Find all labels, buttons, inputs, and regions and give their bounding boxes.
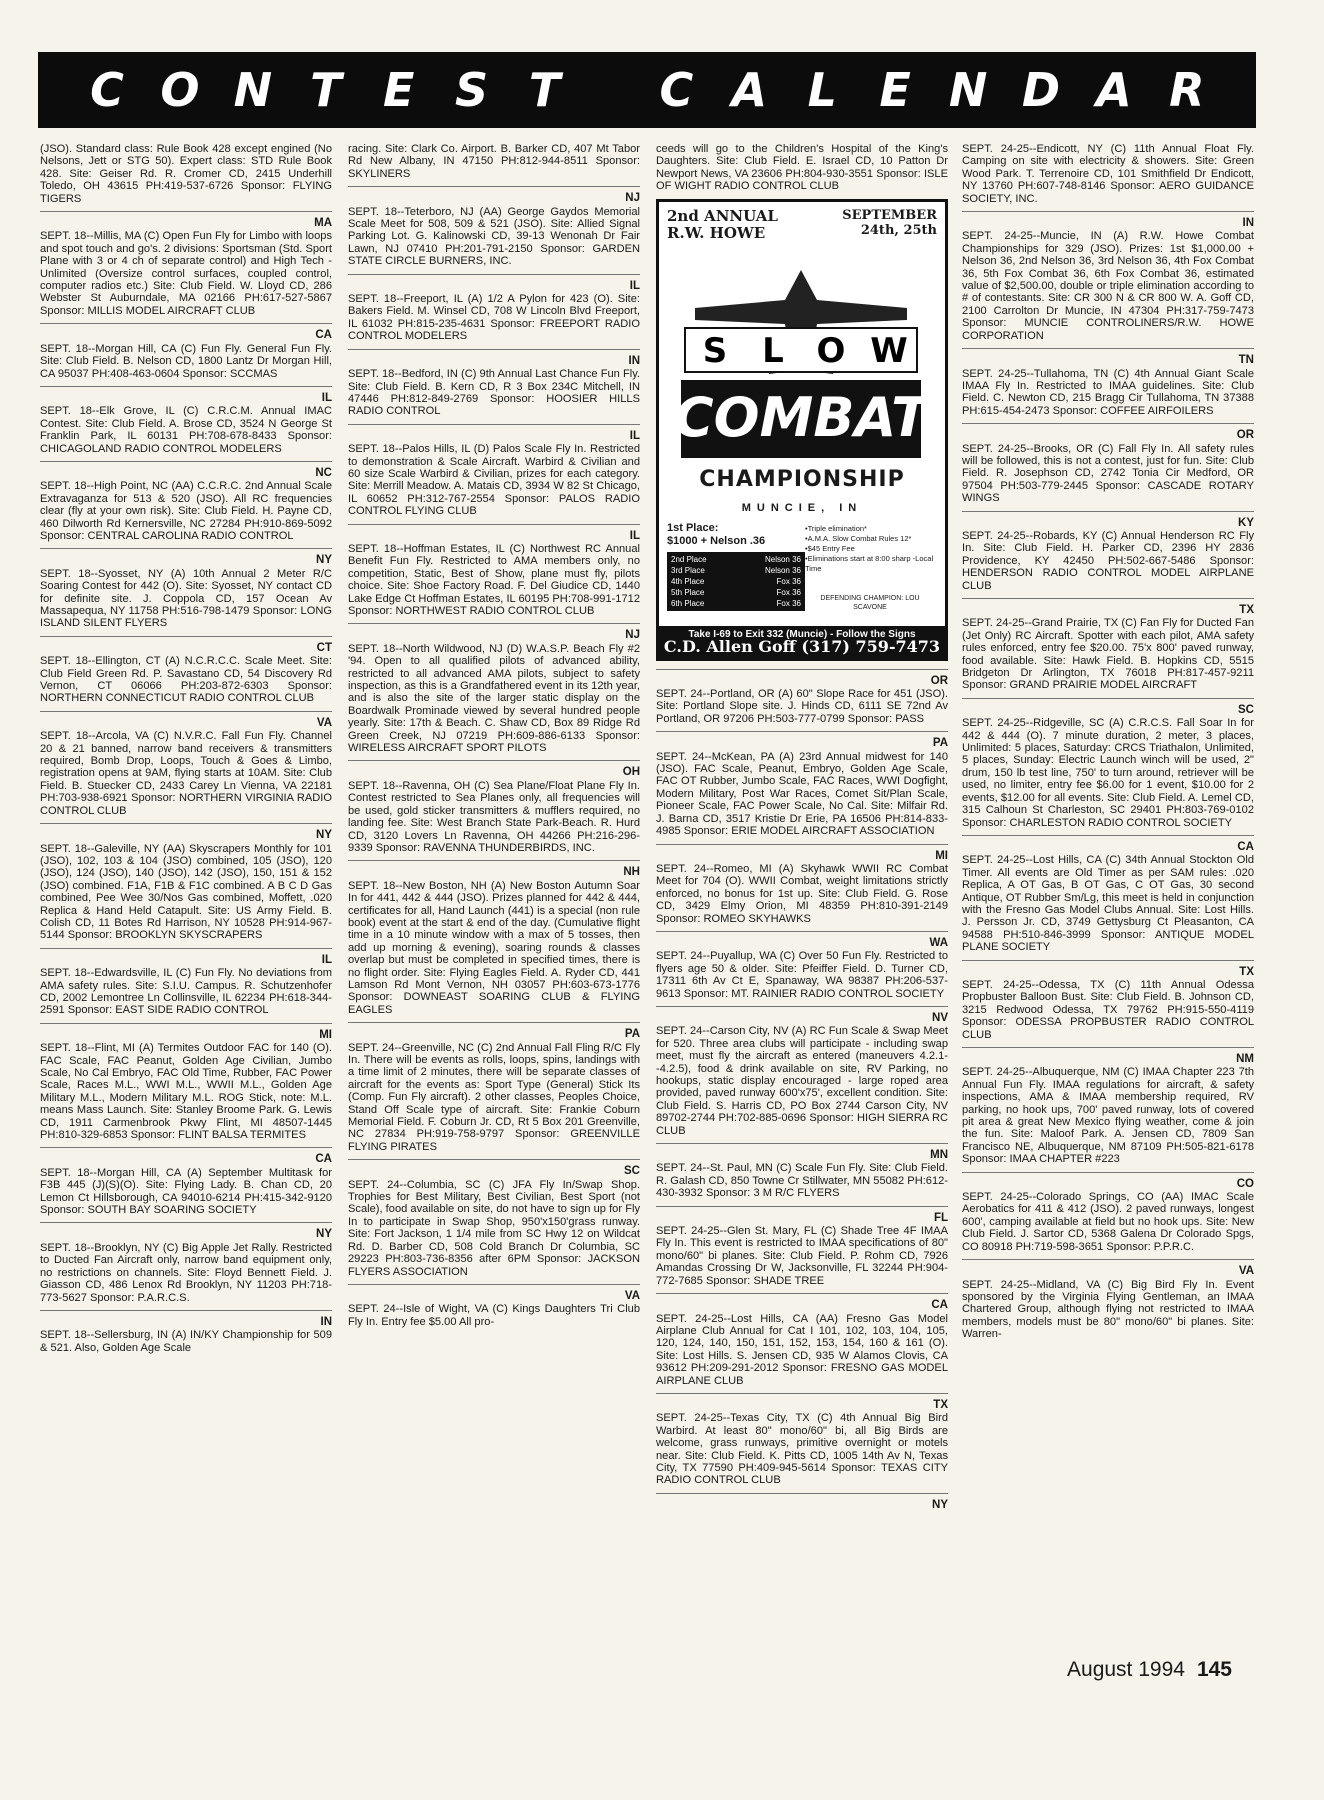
ad-defending-champion: DEFENDING CHAMPION: LOU SCAVONE bbox=[820, 594, 920, 611]
contest-entry: SEPT. 18--Syosset, NY (A) 10th Annual 2 Meter R/C Soaring Contest for 442 (O). Site: Syosset, NY contact CD for definite site. J. Coppola CD, 157 Ocean Av Massapequa, NY 11758 PH:516-798-1479 Sponsor: LONG ISLAND SILENT FLYERS bbox=[40, 567, 332, 630]
entry-divider bbox=[962, 211, 1254, 212]
banner-letter: D bbox=[1021, 63, 1061, 117]
entry-divider bbox=[962, 348, 1254, 349]
contest-entry: SEPT. 18--Arcola, VA (C) N.V.R.C. Fall Fun Fly. Channel 20 & 21 banned, narrow band receivers & transmitters required, Bomb Drop, Loops, Touch & Goes & Limbo, registration opens at 9AM, flying starts at 10AM. Site: Club Field. B. Stuecker CD, 2433 Carey Ln Vienna, VA 22181 PH:703-938-6921 Sponsor: NORTHERN VIRGINIA RADIO CONTROL CLUB bbox=[40, 730, 332, 817]
contest-entry: SEPT. 18--Edwardsville, IL (C) Fun Fly. No deviations from AMA safety rules. Site: S.I.U. Campus. R. Schutzenhofer CD, 2002 Lemontree Ln Collinsville, IL 62234 PH:618-344-2591 Sponsor: EAST SIDE RADIO CONTROL bbox=[40, 967, 332, 1017]
entry-divider bbox=[40, 1023, 332, 1024]
entry-divider bbox=[962, 1172, 1254, 1173]
state-heading: TN bbox=[1238, 354, 1254, 367]
slow-combat-logo bbox=[671, 264, 931, 464]
state-heading: NJ bbox=[625, 629, 640, 642]
banner-letter: N bbox=[233, 63, 273, 117]
entry-divider bbox=[40, 461, 332, 462]
contest-entry: SEPT. 24--Romeo, MI (A) Skyhawk WWII RC Combat Meet for 704 (O). WWII Combat, weight limitations strictly enforced, no bonus for 1st up. Site: Club Field. G. Rose CD, 3429 Elmy Orion, MI 48359 PH:810-391-2149 Sponsor: ROMEO SKYHAWKS bbox=[656, 862, 948, 925]
state-heading: IL bbox=[629, 429, 640, 442]
contest-entry: SEPT. 18--Teterboro, NJ (AA) George Gaydos Memorial Scale Meet for 508, 509 & 521 (JSO). Site: Allied Signal Parking Lot. G. Kalinowski CD, 39-13 Wenonah Dr Fair Lawn, NJ 07410 PH:201-791-2150 Sponsor: GARDEN STATE CIRCLE BURNERS, INC. bbox=[348, 205, 640, 268]
ad-directions: Take I-69 to Exit 332 (Muncie) - Follow the Signs bbox=[688, 628, 916, 640]
banner-letter: T bbox=[528, 63, 561, 117]
state-heading: MI bbox=[935, 849, 948, 862]
calendar-column-4 bbox=[962, 143, 1254, 1743]
banner-letter: T bbox=[310, 63, 342, 117]
state-heading: NC bbox=[315, 466, 332, 479]
banner-letter: E bbox=[879, 63, 911, 117]
ad-place-row: 4th Place Fox 36 bbox=[671, 576, 801, 586]
state-heading: IL bbox=[321, 391, 332, 404]
contest-entry: SEPT. 18--Millis, MA (C) Open Fun Fly for Limbo with loops and spot touch and go's. 2 divisions: Sportsman (Std. Sport Plane with 3 or 4 ch of separate control) and High Tech - Unlimited (Oversize control surfaces, coupled control, computer radios etc.) Site: Club Field. W. Lloyd CD, 286 Webster St Auburndale, MA 02166 PH:617-527-5867 Sponsor: MILLIS MODEL AIRCRAFT CLUB bbox=[40, 230, 332, 317]
state-heading: CO bbox=[1236, 1177, 1254, 1190]
state-heading: PA bbox=[932, 737, 948, 750]
state-heading: NY bbox=[316, 554, 332, 567]
entry-divider bbox=[348, 1159, 640, 1160]
contest-entry: SEPT. 24-25--Robards, KY (C) Annual Henderson RC Fly In. Site: Club Field. H. Parker CD, 2396 HY 2836 Providence, KY 42450 PH:502-667-5486 Sponsor: HENDERSON RADIO CONTROL MODEL AIRPLANE CLUB bbox=[962, 529, 1254, 592]
state-heading: KY bbox=[1238, 516, 1254, 529]
entry-divider bbox=[656, 931, 948, 932]
banner-letter: A bbox=[731, 63, 768, 117]
entry-divider bbox=[962, 835, 1254, 836]
state-heading: OH bbox=[622, 766, 640, 779]
state-heading: IN bbox=[320, 1315, 332, 1328]
entry-divider bbox=[40, 636, 332, 637]
entry-divider bbox=[40, 711, 332, 712]
state-heading: FL bbox=[933, 1211, 948, 1224]
state-heading: IN bbox=[1242, 217, 1254, 230]
contest-entry: SEPT. 24--Isle of Wight, VA (C) Kings Daughters Tri Club Fly In. Entry fee $5.00 All pro- bbox=[348, 1303, 640, 1328]
contest-entry: SEPT. 24--Columbia, SC (C) JFA Fly In/Swap Shop. Trophies for Best Military, Best Civilian, Best Sport (not Scale), food available on site, do not have to sign up for Fly In to participate in Swap Shop, 950'x150'grass runway. Site: Fort Jackson, 1 1/4 mile from SC Hwy 12 on Wildcat Rd. D. Barber CD, 508 Cold Branch Dr Columbia, SC 29223 PH:803-736-8356 after 6PM Sponsor: JACKSON FLYERS ASSOCIATION bbox=[348, 1178, 640, 1278]
entry-divider bbox=[40, 211, 332, 212]
entry-divider bbox=[40, 1310, 332, 1311]
contest-entry: SEPT. 24-25--Lost Hills, CA (AA) Fresno Gas Model Airplane Club Annual for Cat I 101, 102, 103, 104, 105, 120, 124, 140, 150, 151, 152, 153, 154, 160 & 161 (O). Site: Lost Hills. S. Jensen CD, 935 W Alamos Clovis, CA 93612 PH:209-291-2012 Sponsor: FRESNO GAS MODEL AIRPLANE CLUB bbox=[656, 1312, 948, 1387]
entry-divider bbox=[40, 386, 332, 387]
ad-days: 24th, 25th bbox=[860, 222, 937, 238]
contest-entry: SEPT. 18--Bedford, IN (C) 9th Annual Last Chance Fun Fly. Site: Club Field. B. Kern CD, R 3 Box 234C Mitchell, IN 47446 PH:812-849-2769 Sponsor: HOOSIER HILLS RADIO CONTROL bbox=[348, 368, 640, 418]
calendar-column-2 bbox=[348, 143, 640, 1743]
logo-letter: S bbox=[702, 330, 728, 371]
issue-date: August 1994 bbox=[1067, 1658, 1185, 1681]
state-heading: MA bbox=[314, 217, 332, 230]
banner-letter: S bbox=[455, 63, 489, 117]
entry-divider bbox=[656, 731, 948, 732]
state-heading: SC bbox=[1238, 703, 1254, 716]
entry-divider bbox=[40, 948, 332, 949]
state-heading: TX bbox=[1239, 604, 1254, 616]
entry-divider bbox=[348, 524, 640, 525]
state-heading: NY bbox=[316, 829, 332, 842]
state-heading: OR bbox=[1236, 429, 1254, 442]
entry-divider bbox=[962, 423, 1254, 424]
page-footer bbox=[1067, 1658, 1232, 1682]
ad-place-row: 2nd Place Nelson 36 bbox=[671, 554, 801, 564]
calendar-column-1 bbox=[40, 143, 332, 1743]
state-heading: IL bbox=[321, 953, 332, 966]
state-heading: VA bbox=[316, 716, 332, 729]
ad-places-table bbox=[667, 552, 805, 611]
entry-divider bbox=[348, 860, 640, 861]
ad-prize-value: $1000 + Nelson .36 bbox=[667, 534, 766, 547]
calendar-column-3 bbox=[656, 143, 948, 1743]
state-heading: OR bbox=[930, 674, 948, 687]
ad-contact: C.D. Allen Goff (317) 759-7473 bbox=[663, 637, 941, 657]
banner-letter: O bbox=[160, 63, 200, 117]
contest-entry: SEPT. 24-25--Glen St. Mary, FL (C) Shade Tree 4F IMAA Fly In. This event is restricted to IMAA specifications of 80" mono/60" bi planes. Site: Club Field. P. Rohm CD, 7926 Amandas Crossing Dr W, Jacksonville, FL 32244 PH:904-772-7685 Sponsor: SHADE TREE bbox=[656, 1225, 948, 1287]
contest-entry: SEPT. 24-25--Midland, VA (C) Big Bird Fly In. Event sponsored by the Virginia Flying Gentleman, an IMAA Chartered Group, although flying not restricted to IMAA members, models must be 80" mono/60" bi planes. Site: Warren- bbox=[962, 1278, 1254, 1341]
contest-entry: SEPT. 24--Greenville, NC (C) 2nd Annual Fall Fling R/C Fly In. There will be events as rolls, loops, spins, landings with a time limit of 2 minutes, there will be separate classes of aircraft for the events as: Sport Type (General) Stick Its (Comp. Fun Fly aircraft). 2 other classes, Peoples Choice, Stand Off Scale type of aircraft. Site: Frankie Coburn Memorial Field. F. Coburn Jr. CD, Rt 5 Box 201 Greenville, NC 27834 PH:919-758-9797 Sponsor: GREENVILLE FLYING PIRATES bbox=[348, 1041, 640, 1153]
banner-letter: A bbox=[1096, 63, 1132, 117]
state-heading: NV bbox=[932, 1011, 948, 1024]
contest-entry: SEPT. 18--Morgan Hill, CA (A) September Multitask for F3B 445 (J)(S)(O). Site: Flying Lady. B. Chan CD, 20 Lemon Ct Hillsborough, CA 94010-6214 PH:415-342-9120 Sponsor: SOUTH BAY SOARING SOCIETY bbox=[40, 1166, 332, 1217]
contest-entry: SEPT. 24-25--Grand Prairie, TX (C) Fan Fly for Ducted Fan (Jet Only) RC Aircraft. Spotter with each pilot, AMA safety rules enforced, entry fee $20.00. 75'x 800' paved runway, food available. Site: Hawk Field. B. Hopkins CD, 5515 Bridgeton Dr Arlington, TX 76018 PH:817-457-9211 Sponsor: GRAND PRAIRIE MODEL AIRCRAFT bbox=[962, 617, 1254, 692]
contest-entry: SEPT. 24--St. Paul, MN (C) Scale Fun Fly. Site: Club Field. R. Galash CD, 850 Towne Cr Stillwater, MN 55082 PH:612-430-3932 Sponsor: 3 M R/C FLYERS bbox=[656, 1162, 948, 1200]
ad-bullets: •Triple elimination* •A.M.A. Slow Combat Rules 12* •$45 Entry Fee •Eliminations start at 8:00 sharp -Local Time bbox=[805, 523, 934, 573]
contest-entry: ceeds will go to the Children's Hospital of the King's Daughters. Site: Club Field. E. Israel CD, 10 Patton Dr Newport News, VA 23606 PH:804-930-3551 Sponsor: ISLE OF WIGHT RADIO CONTROL CLUB bbox=[656, 143, 948, 193]
entry-divider bbox=[656, 1006, 948, 1007]
state-heading: NJ bbox=[625, 192, 640, 205]
logo-letter: L bbox=[762, 330, 784, 371]
contest-entry: SEPT. 24-25--Odessa, TX (C) 11th Annual Odessa Propbuster Balloon Bust. Site: Club Field. B. Johnson CD, 3215 Redwood Odessa, TX 79762 PH:915-550-4119 Sponsor: ODESSA PROPBUSTER RADIO CONTROL CLUB bbox=[962, 978, 1254, 1041]
entry-divider bbox=[656, 669, 948, 670]
entry-divider bbox=[656, 1393, 948, 1394]
contest-entry: SEPT. 18--Brooklyn, NY (C) Big Apple Jet Rally. Restricted to Ducted Fan Aircraft only, narrow band equipment only, no restrictions on channels. Site: Floyd Bennett Field. J. Giasson CD, 486 Lenox Rd Brooklyn, NY 11203 PH:718-773-5627 Sponsor: P.A.R.C.S. bbox=[40, 1241, 332, 1304]
entry-divider bbox=[962, 960, 1254, 961]
ad-place-row: 3rd Place Nelson 36 bbox=[671, 565, 801, 575]
contest-entry: SEPT. 24-25--Tullahoma, TN (C) 4th Annual Giant Scale IMAA Fly In. Restricted to IMAA guidelines. Site: Club Field. C. Newton CD, 215 Bragg Cir Tullahoma, TN 37388 PH:615-454-2473 Sponsor: COFFEE AIRFOILERS bbox=[962, 367, 1254, 417]
contest-entry: (JSO). Standard class: Rule Book 428 except engined (No Nelsons, Jett or STG 50). Expert class: STD Rule Book 428. Site: Geiser Rd. R. Cromer CD, 2415 Underhill Toledo, OH 43615 PH:419-537-6726 Sponsor: FLYING TIGERS bbox=[40, 143, 332, 205]
contest-entry: SEPT. 18--Morgan Hill, CA (C) Fun Fly. General Fun Fly. Site: Club Field. B. Nelson CD, 1800 Lantz Dr Morgan Hill, CA 95037 PH:408-463-0604 Sponsor: SCCMAS bbox=[40, 342, 332, 380]
state-heading: NY bbox=[932, 1498, 948, 1511]
entry-divider bbox=[40, 1222, 332, 1223]
contest-entry: SEPT. 18--North Wildwood, NJ (D) W.A.S.P. Beach Fly #2 '94. Open to all qualified pilots of advanced ability, restricted to all advanced AMA pilots, subject to safety inspection, as this is a Grandfathered event in its 12th year, and is also the site of the larger static display on the Boardwalk Prominade viewed by several hundred people yearly. Site: 17th & Beach. C. Shaw CD, Box 89 Ridge Rd Green Creek, NJ 07219 PH:609-886-6133 Sponsor: WIRELESS AIRCRAFT SPORT PILOTS bbox=[348, 642, 640, 755]
contest-entry: SEPT. 18--Freeport, IL (A) 1/2 A Pylon for 423 (O). Site: Bakers Field. M. Winsel CD, 708 W Lincoln Blvd Freeport, IL 61032 PH:815-235-4631 Sponsor: FREEPORT RADIO CONTROL MODELERS bbox=[348, 293, 640, 343]
contest-entry: SEPT. 24-25--Colorado Springs, CO (AA) IMAC Scale Aerobatics for 411 & 412 (JSO). 2 paved runways, longest 600', camping available at field but no hook ups. Site: New Club Field. J. Sartor CD, 5368 Galena Dr Colorado Spgs, CO 80918 PH:719-598-3651 Sponsor: P.P.R.C. bbox=[962, 1191, 1254, 1253]
page-number: 145 bbox=[1196, 1658, 1232, 1681]
ad-location: MUNCIE, IN bbox=[741, 501, 863, 514]
entry-divider bbox=[656, 1293, 948, 1294]
contest-entry: SEPT. 24-25--Muncie, IN (A) R.W. Howe Combat Championships for 329 (JSO). Prizes: 1st $1,000.00 + Nelson 36, 2nd Nelson 36, 3rd Nelson 36, 4th Fox Combat 36, 5th Fox Combat 36, 6th Fox Combat 36, estimated value of $2,500.00, double or triple elimination according to # of contestants. Site: CR 300 N & CR 800 W. A. Goff CD, 2100 Carrolton Dr Muncie, IN 47304 PH:317-759-7473 Sponsor: MUNCIE CONTROLINERS/R.W. HOWE CORPORATION bbox=[962, 230, 1254, 342]
state-heading: CA bbox=[1237, 840, 1254, 853]
entry-divider bbox=[348, 1022, 640, 1023]
entry-divider bbox=[348, 186, 640, 187]
logo-combat-word: COMBAT bbox=[674, 385, 928, 449]
entry-divider bbox=[348, 424, 640, 425]
contest-entry: SEPT. 18--Flint, MI (A) Termites Outdoor FAC for 140 (O). FAC Scale, FAC Peanut, Golden Age Civilian, Jumbo Scale, No Cal Embryo, FAC Old Time, Rubber, FAC Power Scale, Races M.L., WWI M.L., WWII M.L., Golden Age Military M.L., Modern Military M.L. ROG Stick, note: M.L. means Mass Launch. Site: Stanley Broome Park. G. Lewis CD, 1911 Carmenbrook Pkwy Flint, MI 48507-1445 PH:810-329-6853 Sponsor: FLINT BALSA TERMITES bbox=[40, 1042, 332, 1142]
state-heading: MN bbox=[930, 1149, 948, 1162]
contest-entry: SEPT. 18--Sellersburg, IN (A) IN/KY Championship for 509 & 521. Also, Golden Age Scale bbox=[40, 1329, 332, 1354]
banner-letter: C bbox=[90, 63, 124, 117]
state-heading: CA bbox=[315, 329, 332, 342]
entry-divider bbox=[656, 1206, 948, 1207]
logo-letter: O bbox=[816, 330, 846, 371]
banner-letter: E bbox=[382, 63, 415, 117]
contest-entry: SEPT. 24-25--Lost Hills, CA (C) 34th Annual Stockton Old Timer. All events are Old Timer as per SAM rules: .020 Replica, A OT Gas, B OT Gas, C OT Gas, 30 second Antique, OT Rubber Sm/Lg, this meet is held in conjunction with the Fresno Gas Model Clubs Annual. Site: Lost Hills. J. Persson Jr. CD, 3749 Gettysburg Ct Pleasanton, CA 94588 PH:510-846-3999 Sponsor: ANTIQUE MODEL PLANE SOCIETY bbox=[962, 854, 1254, 954]
contest-entry: SEPT. 24-25--Endicott, NY (C) 11th Annual Float Fly. Camping on site with electricity & showers. Site: Green Wood Park. T. Terrenoire CD, 101 Smithfield Dr Endicott, NY 13760 PH:607-748-8146 Sponsor: AERO GUIDANCE SOCIETY, INC. bbox=[962, 143, 1254, 205]
contest-entry: SEPT. 18--Ellington, CT (A) N.C.R.C.C. Scale Meet. Site: Club Field Green Rd. P. Savastano CD, 54 Discovery Rd Vernon, CT 06066 PH:203-872-6303 Sponsor: NORTHERN CONNECTICUT RADIO CONTROL CLUB bbox=[40, 655, 332, 705]
rw-howe-combat-ad bbox=[656, 199, 948, 661]
entry-divider bbox=[40, 823, 332, 824]
contest-entry: SEPT. 18--High Point, NC (AA) C.C.R.C. 2nd Annual Scale Extravaganza for 513 & 520 (JSO). All RC frequencies clear (fly at your own risk). Site: Club Field. H. Payne CD, 460 Dilworth Rd Kernersville, NC 27284 PH:910-869-5092 Sponsor: CENTRAL CAROLINA RADIO CONTROL bbox=[40, 480, 332, 542]
entry-divider bbox=[348, 274, 640, 275]
entry-divider bbox=[962, 511, 1254, 512]
entry-divider bbox=[962, 698, 1254, 699]
banner-letter: R bbox=[1169, 63, 1205, 117]
entry-divider bbox=[962, 598, 1254, 599]
state-heading: CA bbox=[931, 1299, 948, 1312]
state-heading: TX bbox=[1239, 965, 1254, 978]
entry-divider bbox=[40, 1147, 332, 1148]
entry-divider bbox=[348, 1284, 640, 1285]
state-heading: IL bbox=[629, 529, 640, 542]
entry-divider bbox=[348, 349, 640, 350]
entry-divider bbox=[348, 760, 640, 761]
state-heading: TX bbox=[933, 1398, 948, 1411]
entry-divider bbox=[348, 623, 640, 624]
ad-footer bbox=[659, 626, 945, 658]
entry-divider bbox=[656, 1493, 948, 1494]
contest-entry: SEPT. 24--Portland, OR (A) 60" Slope Race for 451 (JSO). Site: Portland Slope site. J. Hinds CD, 6111 SE 72nd Av Portland, OR 97206 PH:503-777-0799 Sponsor: PASS bbox=[656, 688, 948, 725]
contest-entry: SEPT. 24-25--Albuquerque, NM (C) IMAA Chapter 223 7th Annual Fun Fly. IMAA regulations for aircraft, & safety inspections, AMA & IMAA membership required, RV parking, no hook ups, 700' paved runway, lots of covered pit area & great New Mexico flying weather, come & join the fun. Site: Maloof Park. A. Jensen CD, 7809 San Francisco NE, Albuquerque, NM 87109 PH:505-821-6178 Sponsor: IMAA CHAPTER #223 bbox=[962, 1066, 1254, 1166]
ad-month: SEPTEMBER bbox=[842, 207, 937, 223]
contest-entry: SEPT. 24-25--Texas City, TX (C) 4th Annual Big Bird Warbird. At least 80" mono/60" bi, all Big Birds are welcome, grass runways, primitive overnight or motels near. Site: Club Field. K. Pitts CD, 1005 14th Av N, Texas City, TX 77590 PH:409-945-5614 Sponsor: TEXAS CITY RADIO CONTROL CLUB bbox=[656, 1412, 948, 1487]
entry-divider bbox=[656, 844, 948, 845]
contest-entry: SEPT. 24--Puyallup, WA (C) Over 50 Fun Fly. Restricted to flyers age 50 & older. Site: Pfeiffer Field. D. Turner CD, 17311 6th Av Ct E, Spanaway, WA 98387 PH:206-537-9613 Sponsor: MT. RAINIER RADIO CONTROL SOCIETY bbox=[656, 950, 948, 1000]
ad-place-row: 5th Place Fox 36 bbox=[671, 587, 801, 597]
entry-divider bbox=[962, 1259, 1254, 1260]
state-heading: NM bbox=[1236, 1053, 1254, 1065]
contest-entry: SEPT. 24-25--Brooks, OR (C) Fall Fly In. All safety rules will be followed, this is not a contest, just for fun. Site: Club Field. R. Josephson CD, 2742 Tonia Cir Medford, OR 97504 PH:503-779-2445 Sponsor: CASCADE ROTARY WINGS bbox=[962, 442, 1254, 505]
banner-letter: L bbox=[807, 63, 837, 117]
state-heading: VA bbox=[1238, 1265, 1254, 1278]
logo-letter: W bbox=[870, 330, 908, 371]
contest-calendar-banner bbox=[38, 52, 1256, 128]
state-heading: SC bbox=[624, 1165, 640, 1178]
entry-divider bbox=[40, 323, 332, 324]
contest-entry: SEPT. 18--Palos Hills, IL (D) Palos Scale Fly In. Restricted to demonstration & Scale Aircraft. Warbird & Civilian and 60 size Scale Warbird & Civilian, prizes for each category. Site: Merrill Meadow. A. Matais CD, 3934 W 82 St Chicago, IL 60652 PH:312-767-2554 Sponsor: PALOS RADIO CONTROL FLYING CLUB bbox=[348, 443, 640, 518]
ad-sponsor-name: R.W. HOWE bbox=[667, 223, 766, 242]
contest-entry: SEPT. 24--McKean, PA (A) 23rd Annual midwest for 140 (JSO). FAC Scale, Peanut, Embryo, Golden Age Scale, FAC OT Rubber, Jumbo Scale, FAC Races, WWI Dogfight, Modern Military, Post War Races, Comet Sit/Plan Scale, Pioneer Scale, FAC Power Scale, No Cal. Site: Milfair Rd. J. Barna CD, 3517 Kristie Dr Erie, PA 16506 PH:814-833-4985 Sponsor: ERIE MODEL AIRCRAFT ASSOCIATION bbox=[656, 750, 948, 838]
entry-divider bbox=[40, 548, 332, 549]
state-heading: MI bbox=[319, 1028, 332, 1041]
contest-entry: racing. Site: Clark Co. Airport. B. Barker CD, 407 Mt Tabor Rd New Albany, IN 47150 PH:812-944-8511 Sponsor: SKYLINERS bbox=[348, 143, 640, 180]
contest-entry: SEPT. 18--Elk Grove, IL (C) C.R.C.M. Annual IMAC Contest. Site: Club Field. A. Brose CD, 3524 N George St Franklin Park, IL 60131 PH:708-678-8433 Sponsor: CHICAGOLAND RADIO CONTROL MODELERS bbox=[40, 405, 332, 455]
contest-entry: SEPT. 18--Galeville, NY (AA) Skyscrapers Monthly for 101 (JSO), 102, 103 & 104 (JSO) combined, 105 (JSO), 120 (JSO), 124 (JSO), 140 (JSO), 142 (JSO), 150, 151 & 152 (JSO) combined. F1A, F1B & F1C combined. A B C D Gas combined, Pee Wee 30/Nos Gas combined, Moffett, .020 Replica & Hand Held Catapult. Site: US Army Field. B. Colish CD, 11 Botes Rd Harrison, NY 10528 PH:914-967-5144 Sponsor: BROOKLYN SKYSCRAPERS bbox=[40, 842, 332, 942]
contest-entry: SEPT. 18--Ravenna, OH (C) Sea Plane/Float Plane Fly In. Contest restricted to Sea Planes only, all frequencies will be used, gold sticker transmitters & mufflers required, no landing fee. Site: West Branch State Park-Beach. R. Hurd CD, 3120 Lovers Ln Ravenna, OH 44266 PH:216-296-9339 Sponsor: RAVENNA THUNDERBIRDS, INC. bbox=[348, 779, 640, 854]
entry-divider bbox=[656, 1143, 948, 1144]
ad-annual: 2nd ANNUAL bbox=[667, 206, 778, 225]
state-heading: IL bbox=[629, 279, 640, 292]
ad-place-row: 6th Place Fox 36 bbox=[671, 598, 801, 608]
banner-letter: N bbox=[948, 63, 988, 117]
state-heading: VA bbox=[624, 1289, 640, 1302]
ad-championship: CHAMPIONSHIP bbox=[699, 466, 905, 492]
state-heading: NY bbox=[316, 1228, 332, 1241]
contest-entry: SEPT. 24-25--Ridgeville, SC (A) C.R.C.S. Fall Soar In for 442 & 444 (O). 7 minute duration, 2 meter, 3 places, Unlimited: 5 places, Saturday: CRCS Triathalon, Unlimited, 5 places, Sunday: Electric Launch winch will be used, 2" drum, 150 lb test line, 750' to turn around, retriever will be used, no limiter, entry fee $6.00 for 1 event, $10.00 for 2 events, $12.00 for all events. Site: Club Field. A. Lemel CD, 315 Calhoun St Charleston, SC 29401 PH:803-769-0102 Sponsor: CHARLESTON RADIO CONTROL SOCIETY bbox=[962, 717, 1254, 829]
state-heading: CT bbox=[316, 641, 332, 654]
ad-prize-label: 1st Place: bbox=[667, 521, 719, 534]
state-heading: WA bbox=[929, 936, 948, 949]
contest-entry: SEPT. 18--Hoffman Estates, IL (C) Northwest RC Annual Benefit Fun Fly. Restricted to AMA members only, no competition, Static, Best of Show, plane must fly, pilots choice. Site: Shoe Factory Road. F. Del Giudice CD, 1440 Lake Edge Ct Hoffman Estates, IL 60195 PH:708-991-1712 Sponsor: NORTHWEST RADIO CONTROL CLUB bbox=[348, 542, 640, 617]
entry-divider bbox=[962, 1047, 1254, 1048]
state-heading: NH bbox=[623, 866, 640, 879]
contest-entry: SEPT. 24--Carson City, NV (A) RC Fun Scale & Swap Meet for 520. Three area clubs will participate - including swap meet, must fly the aircraft as entered (maneuvers 4.2.1--4.2.5), food & drink available on site, RV Parking, no hookups, static display encouraged - large roped area provided, paved runway 600'x75', excellent condition. Site: Club Field. S. Harris CD, PO Box 2744 Carson City, NV 89702-2744 PH:702-885-0696 Sponsor: HIGH SIERRA RC CLUB bbox=[656, 1025, 948, 1137]
contest-entry: SEPT. 18--New Boston, NH (A) New Boston Autumn Soar In for 441, 442 & 444 (JSO). Prizes planned for 442 & 444, certificates for all, Hand Launch (441) is a special (non rule book) event at the start & end of the day. (Cumulative flight time in a 10 minute window with a max of 5 tosses, then add up morning & evening), soaring rounds & classes overlap but must be completed in specified times, there is no flight order. Site: Flying Eagles Field. A. Ryder CD, 441 Lamson Rd Mont Vernon, NH 03057 PH:603-673-1776 Sponsor: DOWNEAST SOARING CLUB & FLYING EAGLES bbox=[348, 879, 640, 1016]
banner-letter: C bbox=[659, 63, 694, 117]
state-heading: PA bbox=[624, 1028, 640, 1041]
state-heading: CA bbox=[315, 1153, 332, 1166]
state-heading: IN bbox=[628, 354, 640, 367]
